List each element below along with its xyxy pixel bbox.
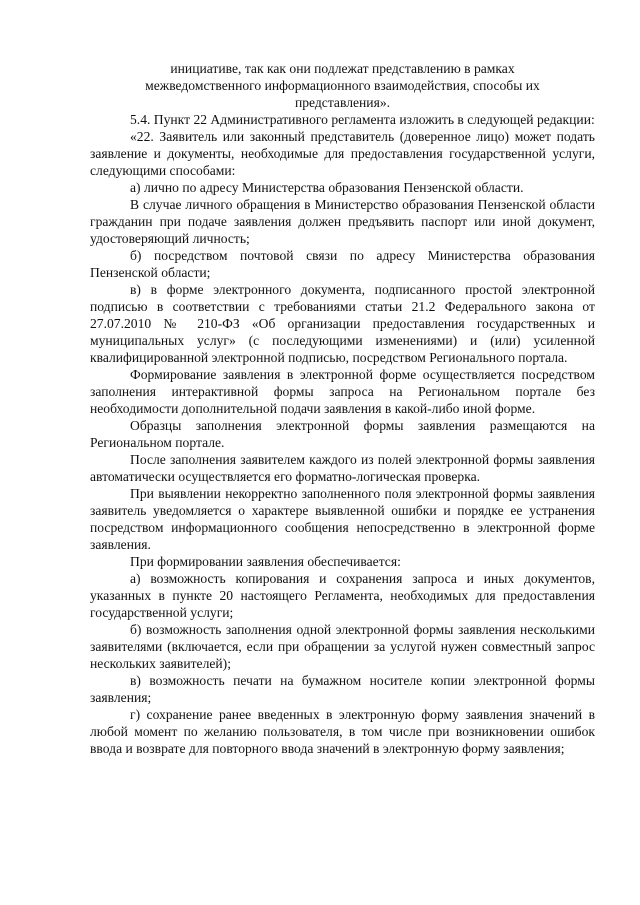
paragraph-validation: После заполнения заявителем каждого из полей электронной формы заявления автоматически осуществляется его форматно-логическая проверка. bbox=[90, 452, 595, 484]
centered-line-3: представления». bbox=[294, 95, 391, 110]
centered-line-2: межведомственного информационного взаимодействия, способы их bbox=[145, 78, 540, 93]
paragraph-a-in-person: а) лично по адресу Министерства образования Пензенской области. bbox=[130, 180, 524, 195]
document-body bbox=[90, 60, 595, 757]
paragraph-error-notice: При выявлении некорректно заполненного поля электронной формы заявления заявитель уведомляется о характере выявленной ошибки и порядке ее устранения посредством информационного сообщения непосредственно в электронной форме заявления. bbox=[90, 486, 595, 552]
paragraph-v-electronic: в) в форме электронного документа, подписанного простой электронной подписью в соответствии с требованиями статьи 21.2 Федерального закона от 27.07.2010 № 210-ФЗ «Об организации предоставления государственных и муниципальных услуг» (с последующими изменениями) и (или) усиленной квалифицированной электронной подписью, посредством Регионального портала. bbox=[90, 282, 595, 365]
paragraph-personal-visit: В случае личного обращения в Министерство образования Пензенской области гражданин при подаче заявления должен предъявить паспорт или иной документ, удостоверяющий личность; bbox=[90, 197, 595, 246]
list-item-g: г) сохранение ранее введенных в электронную форму заявления значений в любой момент по желанию пользователя, в том числе при возникновении ошибок ввода и возврате для повторного ввода значений в электронную форму заявления; bbox=[90, 707, 595, 756]
paragraph-5-4: 5.4. Пункт 22 Административного регламента изложить в следующей редакции: bbox=[130, 112, 595, 127]
list-item-v: в) возможность печати на бумажном носителе копии электронной формы заявления; bbox=[90, 673, 595, 705]
paragraph-electronic-form: Формирование заявления в электронной форме осуществляется посредством заполнения интерактивной формы запроса на Региональном портале без необходимости дополнительной подачи заявления в какой-либо иной форме. bbox=[90, 367, 595, 416]
list-item-b: б) возможность заполнения одной электронной формы заявления несколькими заявителями (включается, если при обращении за услугой нужен совместный запрос нескольких заявителей); bbox=[90, 622, 595, 671]
paragraph-b-post: б) посредством почтовой связи по адресу Министерства образования Пензенской области; bbox=[90, 248, 595, 280]
centered-line-1: инициативе, так как они подлежат представлению в рамках bbox=[170, 61, 515, 76]
list-item-a: а) возможность копирования и сохранения запроса и иных документов, указанных в пункте 20 настоящего Регламента, необходимых для предоставления государственной услуги; bbox=[90, 571, 595, 620]
paragraph-provided: При формировании заявления обеспечивается: bbox=[130, 554, 401, 569]
paragraph-22: «22. Заявитель или законный представитель (доверенное лицо) может подать заявление и документы, необходимые для предоставления государственной услуги, следующими способами: bbox=[90, 129, 595, 178]
paragraph-samples: Образцы заполнения электронной формы заявления размещаются на Региональном портале. bbox=[90, 418, 595, 450]
